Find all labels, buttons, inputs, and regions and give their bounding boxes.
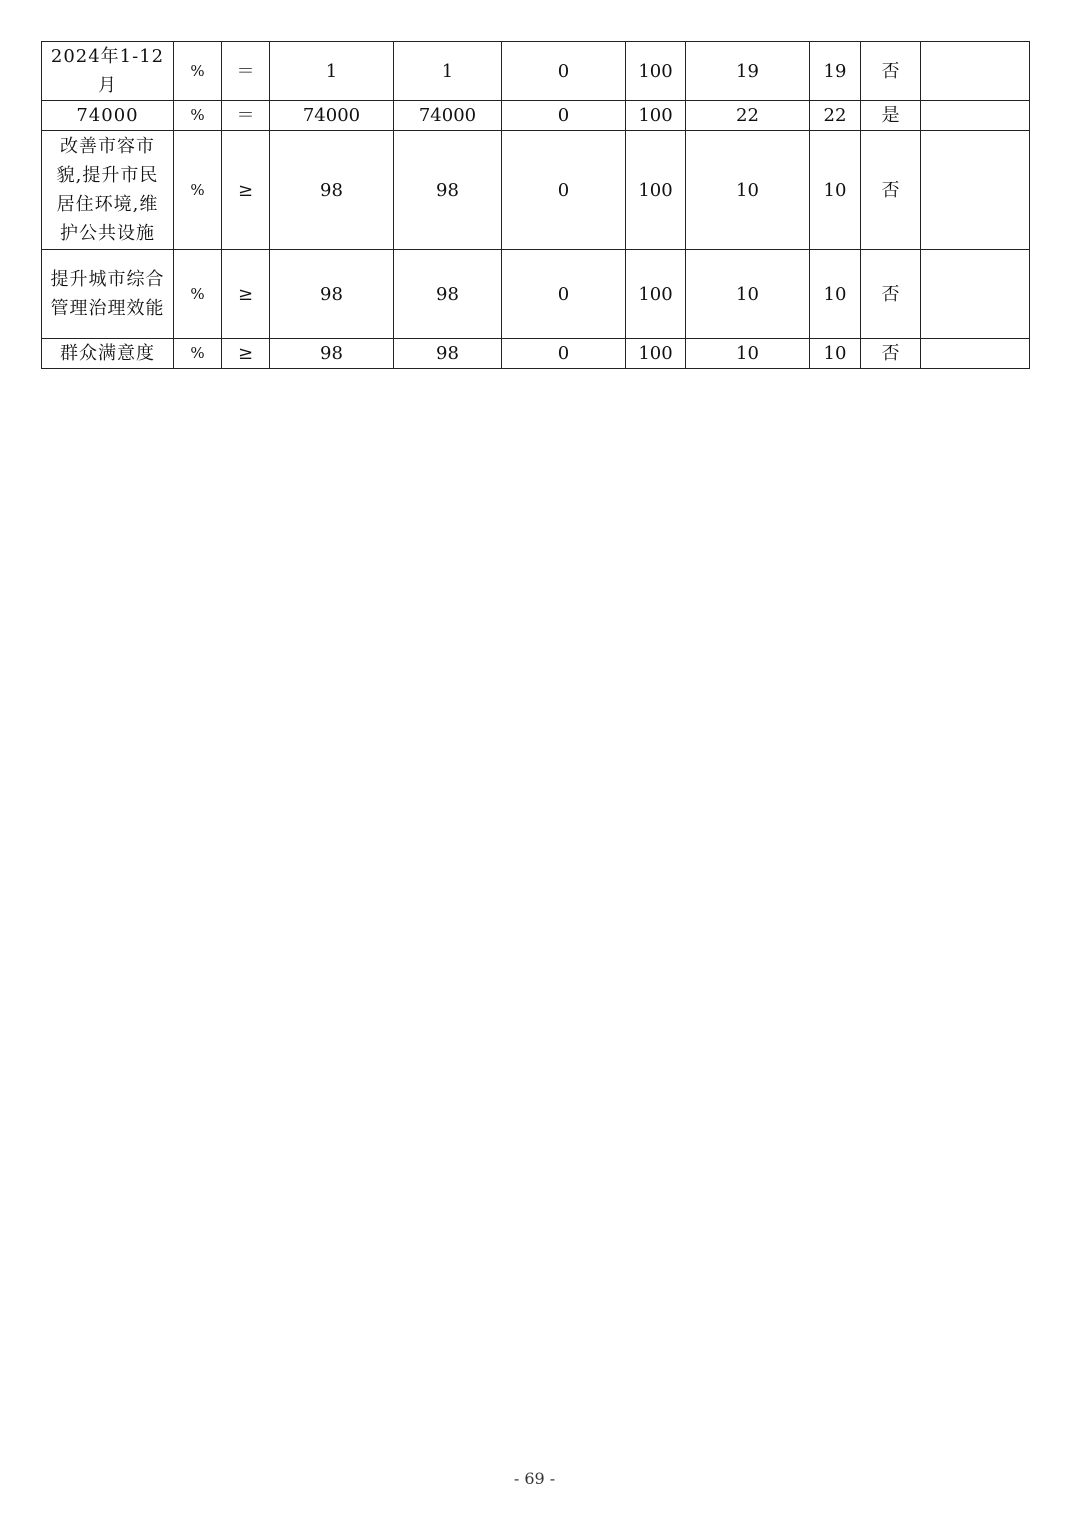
performance-indicator-table [41,41,1030,369]
note-cell [921,131,1030,250]
indicator-cell: 74000 [42,101,174,131]
flag-cell: 是 [861,101,921,131]
deviation-cell: 0 [502,42,626,101]
table-row [42,42,1030,101]
unit-cell: % [174,101,222,131]
actual-value-cell: 98 [394,131,502,250]
deviation-cell: 0 [502,131,626,250]
deviation-cell: 0 [502,101,626,131]
operator-cell: ＝ [222,101,270,131]
weight-cell: 10 [686,339,810,369]
table-row [42,101,1030,131]
actual-value-cell: 98 [394,339,502,369]
score-cell: 10 [810,250,861,339]
flag-cell: 否 [861,250,921,339]
operator-cell: ≥ [222,339,270,369]
score-cell: 10 [810,339,861,369]
target-value-cell: 74000 [270,101,394,131]
unit-cell: % [174,250,222,339]
actual-value-cell: 1 [394,42,502,101]
flag-cell: 否 [861,339,921,369]
completion-rate-cell: 100 [626,250,686,339]
indicator-cell: 提升城市综合管理治理效能 [42,250,174,339]
score-cell: 10 [810,131,861,250]
completion-rate-cell: 100 [626,42,686,101]
target-value-cell: 98 [270,250,394,339]
note-cell [921,250,1030,339]
weight-cell: 10 [686,131,810,250]
note-cell [921,339,1030,369]
completion-rate-cell: 100 [626,339,686,369]
operator-cell: ＝ [222,42,270,101]
table-row [42,131,1030,250]
actual-value-cell: 98 [394,250,502,339]
indicator-cell: 改善市容市貌,提升市民居住环境,维护公共设施 [42,131,174,250]
target-value-cell: 98 [270,131,394,250]
deviation-cell: 0 [502,339,626,369]
actual-value-cell: 74000 [394,101,502,131]
weight-cell: 22 [686,101,810,131]
indicator-cell: 2024年1-12月 [42,42,174,101]
operator-cell: ≥ [222,131,270,250]
flag-cell: 否 [861,131,921,250]
unit-cell: % [174,42,222,101]
table-row [42,339,1030,369]
deviation-cell: 0 [502,250,626,339]
target-value-cell: 1 [270,42,394,101]
flag-cell: 否 [861,42,921,101]
operator-cell: ≥ [222,250,270,339]
unit-cell: % [174,339,222,369]
target-value-cell: 98 [270,339,394,369]
page-number: - 69 - [513,1469,556,1488]
note-cell [921,101,1030,131]
score-cell: 19 [810,42,861,101]
indicator-cell: 群众满意度 [42,339,174,369]
score-cell: 22 [810,101,861,131]
completion-rate-cell: 100 [626,131,686,250]
note-cell [921,42,1030,101]
unit-cell: % [174,131,222,250]
table-row [42,250,1030,339]
weight-cell: 19 [686,42,810,101]
weight-cell: 10 [686,250,810,339]
completion-rate-cell: 100 [626,101,686,131]
